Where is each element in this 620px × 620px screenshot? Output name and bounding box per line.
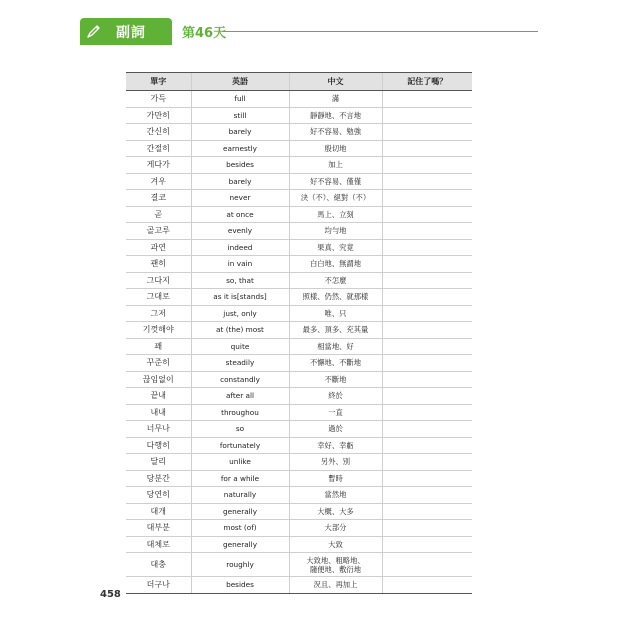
chinese-meaning: 幸好、幸虧 xyxy=(289,437,382,454)
chinese-meaning: 大致 xyxy=(289,536,382,553)
english-meaning: steadily xyxy=(191,355,289,372)
memorized-cell xyxy=(382,239,472,256)
table-row xyxy=(126,173,472,190)
table-row xyxy=(126,577,472,594)
english-meaning: earnestly xyxy=(191,140,289,157)
table-row xyxy=(126,520,472,537)
chinese-meaning: 不懈地、不斷地 xyxy=(289,355,382,372)
korean-word: 대개 xyxy=(126,503,191,520)
korean-word: 곧 xyxy=(126,206,191,223)
korean-word: 끝내 xyxy=(126,388,191,405)
korean-word: 간신히 xyxy=(126,124,191,141)
day-title: 第46天 xyxy=(182,26,227,41)
korean-word: 달리 xyxy=(126,454,191,471)
memorized-cell xyxy=(382,520,472,537)
chinese-meaning: 馬上、立刻 xyxy=(289,206,382,223)
chinese-meaning: 當然地 xyxy=(289,487,382,504)
korean-word: 가만히 xyxy=(126,107,191,124)
korean-word: 겨우 xyxy=(126,173,191,190)
chinese-meaning: 殷切地 xyxy=(289,140,382,157)
memorized-cell xyxy=(382,272,472,289)
chinese-meaning: 好不容易、勉強 xyxy=(289,124,382,141)
table-row xyxy=(126,256,472,273)
table-row xyxy=(126,470,472,487)
memorized-cell xyxy=(382,157,472,174)
memorized-cell xyxy=(382,487,472,504)
header-chinese: 中文 xyxy=(289,73,382,91)
table-row xyxy=(126,338,472,355)
memorized-cell xyxy=(382,206,472,223)
table-row xyxy=(126,454,472,471)
english-meaning: so xyxy=(191,421,289,438)
table-row xyxy=(126,107,472,124)
chinese-meaning: 白白地、無謂地 xyxy=(289,256,382,273)
chinese-meaning-line: 大致地、粗略地、 xyxy=(306,555,365,565)
chinese-meaning: 況且、再加上 xyxy=(289,577,382,594)
memorized-cell xyxy=(382,454,472,471)
pencil-icon xyxy=(86,23,102,39)
memorized-cell xyxy=(382,371,472,388)
memorized-cell xyxy=(382,124,472,141)
memorized-cell xyxy=(382,404,472,421)
korean-word: 꽤 xyxy=(126,338,191,355)
table-row xyxy=(126,223,472,240)
english-meaning: generally xyxy=(191,536,289,553)
english-meaning: full xyxy=(191,91,289,108)
chinese-meaning-line: 隨便地、敷衍地 xyxy=(309,564,362,574)
korean-word: 더구나 xyxy=(126,577,191,594)
table-row xyxy=(126,503,472,520)
korean-word: 기껏해야 xyxy=(126,322,191,339)
english-meaning: at (the) most xyxy=(191,322,289,339)
english-meaning: barely xyxy=(191,124,289,141)
korean-word: 당분간 xyxy=(126,470,191,487)
korean-word: 너무나 xyxy=(126,421,191,438)
memorized-cell xyxy=(382,107,472,124)
chinese-meaning: 靜靜地、不言地 xyxy=(289,107,382,124)
korean-word: 게다가 xyxy=(126,157,191,174)
vocabulary-table xyxy=(126,72,472,594)
korean-word: 그대로 xyxy=(126,289,191,306)
english-meaning: throughou xyxy=(191,404,289,421)
memorized-cell xyxy=(382,91,472,108)
korean-word: 가득 xyxy=(126,91,191,108)
section-tab xyxy=(80,18,172,45)
memorized-cell xyxy=(382,140,472,157)
english-meaning: evenly xyxy=(191,223,289,240)
english-meaning: just, only xyxy=(191,305,289,322)
table-row xyxy=(126,536,472,553)
korean-word: 괜히 xyxy=(126,256,191,273)
korean-word: 골고루 xyxy=(126,223,191,240)
table-row xyxy=(126,272,472,289)
memorized-cell xyxy=(382,190,472,207)
table-row xyxy=(126,437,472,454)
english-meaning: indeed xyxy=(191,239,289,256)
english-meaning: at once xyxy=(191,206,289,223)
korean-word: 대체로 xyxy=(126,536,191,553)
korean-word: 내내 xyxy=(126,404,191,421)
english-meaning: for a while xyxy=(191,470,289,487)
table-row xyxy=(126,487,472,504)
english-meaning: constandly xyxy=(191,371,289,388)
table-row xyxy=(126,124,472,141)
memorized-cell xyxy=(382,421,472,438)
chinese-meaning: 一直 xyxy=(289,404,382,421)
korean-word: 꾸준히 xyxy=(126,355,191,372)
english-meaning: in vain xyxy=(191,256,289,273)
memorized-cell xyxy=(382,223,472,240)
korean-word: 결코 xyxy=(126,190,191,207)
chinese-meaning: 最多、頂多、充其量 xyxy=(289,322,382,339)
korean-word: 대부분 xyxy=(126,520,191,537)
table-row xyxy=(126,239,472,256)
memorized-cell xyxy=(382,173,472,190)
table-row xyxy=(126,140,472,157)
memorized-cell xyxy=(382,437,472,454)
chinese-meaning: 大部分 xyxy=(289,520,382,537)
english-meaning: after all xyxy=(191,388,289,405)
table-row xyxy=(126,206,472,223)
chinese-meaning: 照樣、仍然、就那樣 xyxy=(289,289,382,306)
memorized-cell xyxy=(382,470,472,487)
english-meaning: unlike xyxy=(191,454,289,471)
english-meaning: naturally xyxy=(191,487,289,504)
chinese-meaning: 不斷地 xyxy=(289,371,382,388)
table-row xyxy=(126,388,472,405)
table-row xyxy=(126,289,472,306)
memorized-cell xyxy=(382,355,472,372)
english-meaning: roughly xyxy=(191,553,289,577)
table-row xyxy=(126,190,472,207)
memorized-cell xyxy=(382,322,472,339)
chinese-meaning: 果真、究竟 xyxy=(289,239,382,256)
memorized-cell xyxy=(382,553,472,577)
table-body xyxy=(126,91,472,594)
english-meaning: as it is[stands] xyxy=(191,289,289,306)
chinese-meaning: 加上 xyxy=(289,157,382,174)
table-row xyxy=(126,91,472,108)
chinese-meaning: 滿 xyxy=(289,91,382,108)
english-meaning: most (of) xyxy=(191,520,289,537)
chinese-meaning: 均勻地 xyxy=(289,223,382,240)
chinese-meaning: 過於 xyxy=(289,421,382,438)
header-english: 英語 xyxy=(191,73,289,91)
korean-word: 대충 xyxy=(126,553,191,577)
table-row xyxy=(126,157,472,174)
english-meaning: barely xyxy=(191,173,289,190)
memorized-cell xyxy=(382,577,472,594)
english-meaning: quite xyxy=(191,338,289,355)
table-row xyxy=(126,305,472,322)
memorized-cell xyxy=(382,503,472,520)
header-word: 單字 xyxy=(126,73,191,91)
korean-word: 과연 xyxy=(126,239,191,256)
table-row xyxy=(126,553,472,577)
korean-word: 다행히 xyxy=(126,437,191,454)
table-row xyxy=(126,355,472,372)
section-label: 副詞 xyxy=(116,25,146,41)
english-meaning: generally xyxy=(191,503,289,520)
korean-word: 당연히 xyxy=(126,487,191,504)
header-memorized: 記住了嗎？ xyxy=(382,73,472,91)
chinese-meaning: 暫時 xyxy=(289,470,382,487)
english-meaning: besides xyxy=(191,577,289,594)
table-row xyxy=(126,404,472,421)
chinese-meaning: 決（不）、絕對（不） xyxy=(289,190,382,207)
chinese-meaning: 另外、別 xyxy=(289,454,382,471)
memorized-cell xyxy=(382,338,472,355)
page-number: 458 xyxy=(100,589,121,600)
korean-word: 그다지 xyxy=(126,272,191,289)
table-row xyxy=(126,421,472,438)
table-row xyxy=(126,322,472,339)
english-meaning: so, that xyxy=(191,272,289,289)
english-meaning: fortunately xyxy=(191,437,289,454)
chinese-meaning: 唯、只 xyxy=(289,305,382,322)
chinese-meaning: 大概、大多 xyxy=(289,503,382,520)
chinese-meaning: 相當地、好 xyxy=(289,338,382,355)
korean-word: 끊임없이 xyxy=(126,371,191,388)
memorized-cell xyxy=(382,289,472,306)
korean-word: 간절히 xyxy=(126,140,191,157)
memorized-cell xyxy=(382,256,472,273)
english-meaning: still xyxy=(191,107,289,124)
memorized-cell xyxy=(382,388,472,405)
english-meaning: besides xyxy=(191,157,289,174)
memorized-cell xyxy=(382,536,472,553)
table-row xyxy=(126,371,472,388)
chinese-meaning xyxy=(289,553,382,577)
header-divider xyxy=(222,31,538,32)
korean-word: 그저 xyxy=(126,305,191,322)
chinese-meaning: 不怎麼 xyxy=(289,272,382,289)
english-meaning: never xyxy=(191,190,289,207)
chinese-meaning: 好不容易、僅僅 xyxy=(289,173,382,190)
table-header-row xyxy=(126,73,472,91)
chinese-meaning: 終於 xyxy=(289,388,382,405)
memorized-cell xyxy=(382,305,472,322)
